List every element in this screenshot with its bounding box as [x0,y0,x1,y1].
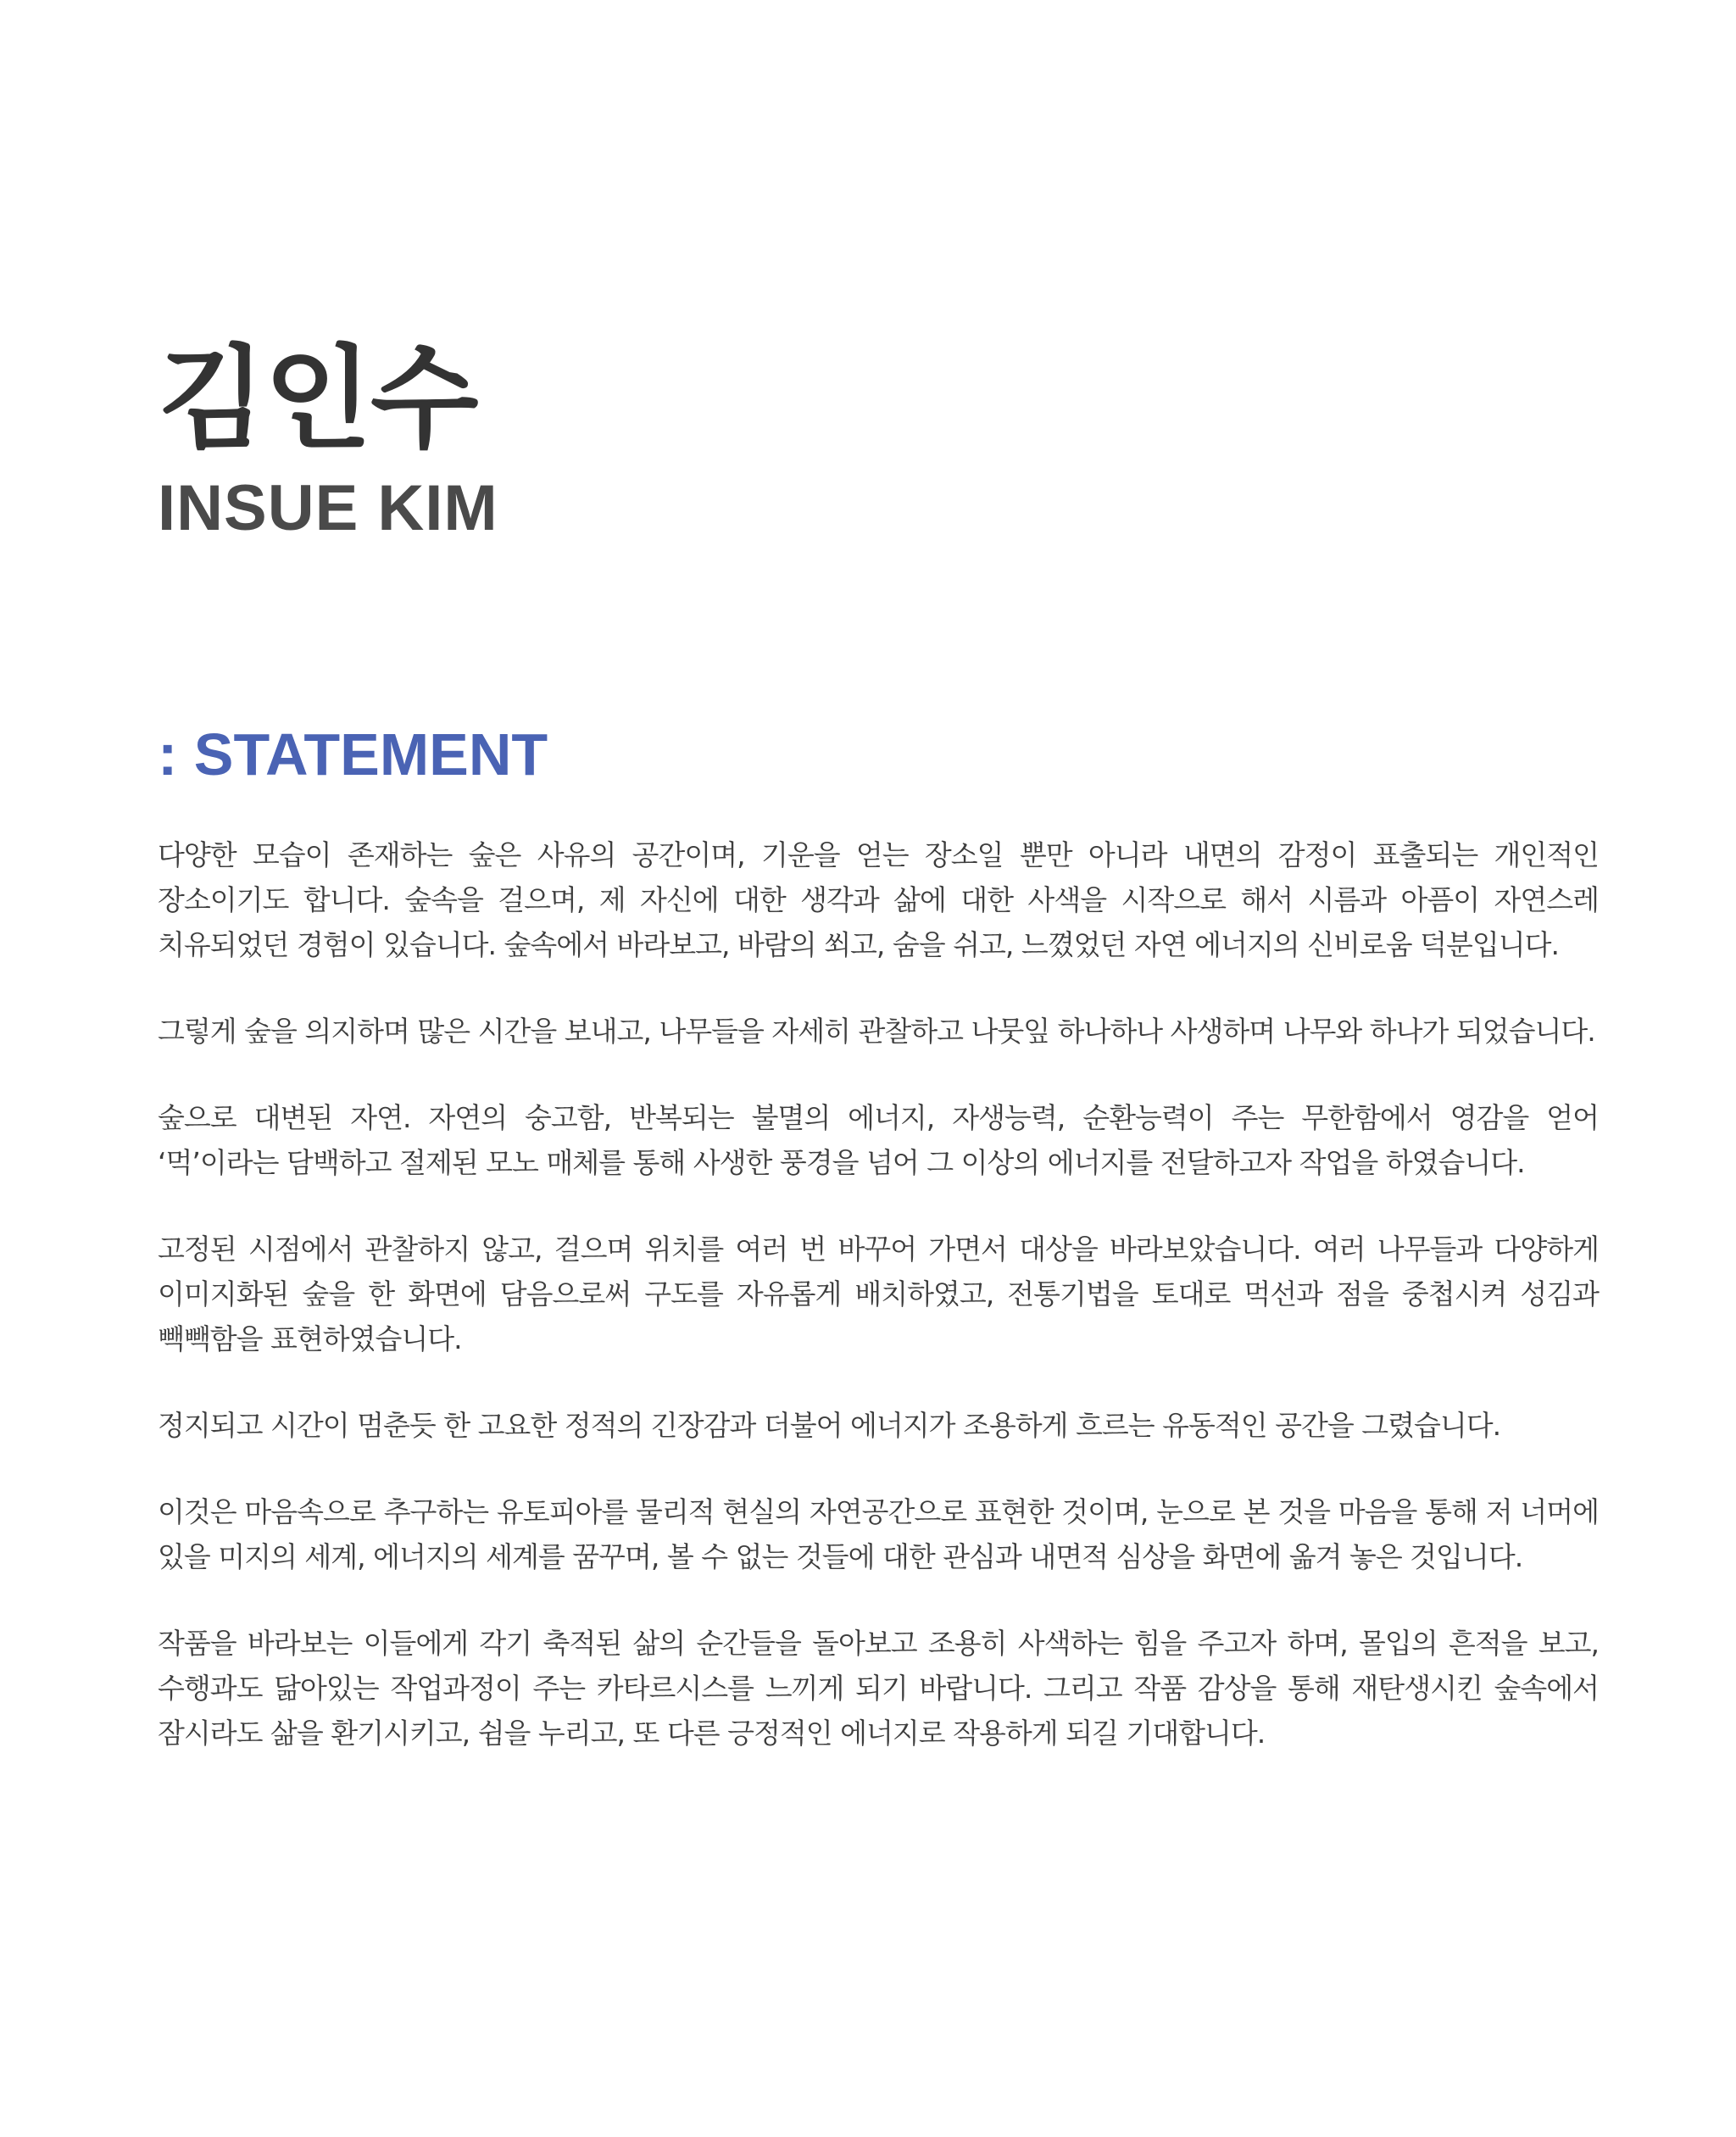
statement-heading: : STATEMENT [158,721,548,787]
statement-paragraph: 작품을 바라보는 이들에게 각기 축적된 삶의 순간들을 돌아보고 조용히 사색하는 힘을 주고자 하며, 몰입의 흔적을 보고, 수행과도 닮아있는 작업과정이 주는 카타르시스를 느끼게 되기 바랍니다. 그리고 작품 감상을 통해 재탄생시킨 숲속에서 잠시라도 삶을 환기시키고, 쉼을 누리고, 또 다른 긍정적인 에너지로 작용하게 되길 기대합니다. [158,1627,1599,1750]
statement-paragraph: 다양한 모습이 존재하는 숲은 사유의 공간이며, 기운을 얻는 장소일 뿐만 아니라 내면의 감정이 표출되는 개인적인 장소이기도 합니다. 숲속을 걸으며, 제 자신에 대한 생각과 삶에 대한 사색을 시작으로 해서 시름과 아픔이 자연스레 치유되었던 경험이 있습니다. 숲속에서 바라보고, 바람의 쐬고, 숨을 쉬고, 느꼈었던 자연 에너지의 신비로움 덕분입니다. [158,838,1599,961]
statement-paragraph: 그렇게 숲을 의지하며 많은 시간을 보내고, 나무들을 자세히 관찰하고 나뭇잎 하나하나 사생하며 나무와 하나가 되었습니다. [158,1015,1595,1048]
artist-name-english: INSUE KIM [158,472,498,544]
statement-paragraph: 고정된 시점에서 관찰하지 않고, 걸으며 위치를 여러 번 바꾸어 가면서 대상을 바라보았습니다. 여러 나무들과 다양하게 이미지화된 숲을 한 화면에 담음으로써 구도를 자유롭게 배치하였고, 전통기법을 토대로 먹선과 점을 중첩시켜 성김과 빽빽함을 표현하였습니다. [158,1233,1599,1355]
artist-name-korean: 김인수 [158,334,477,465]
statement-paragraph: 숲으로 대변된 자연. 자연의 숭고함, 반복되는 불멸의 에너지, 자생능력, 순환능력이 주는 무한함에서 영감을 얻어 ‘먹’이라는 담백하고 절제된 모노 매체를 통해 사생한 풍경을 넘어 그 이상의 에너지를 전달하고자 작업을 하였습니다. [158,1101,1599,1179]
statement-paragraph: 정지되고 시간이 멈춘듯 한 고요한 정적의 긴장감과 더불어 에너지가 조용하게 흐르는 유동적인 공간을 그렸습니다. [158,1409,1501,1442]
statement-body [158,832,1599,1797]
statement-paragraph: 이것은 마음속으로 추구하는 유토피아를 물리적 현실의 자연공간으로 표현한 것이며, 눈으로 본 것을 마음을 통해 저 너머에 있을 미지의 세계, 에너지의 세계를 꿈꾸며, 볼 수 없는 것들에 대한 관심과 내면적 심상을 화면에 옮겨 놓은 것입니다. [158,1495,1599,1573]
